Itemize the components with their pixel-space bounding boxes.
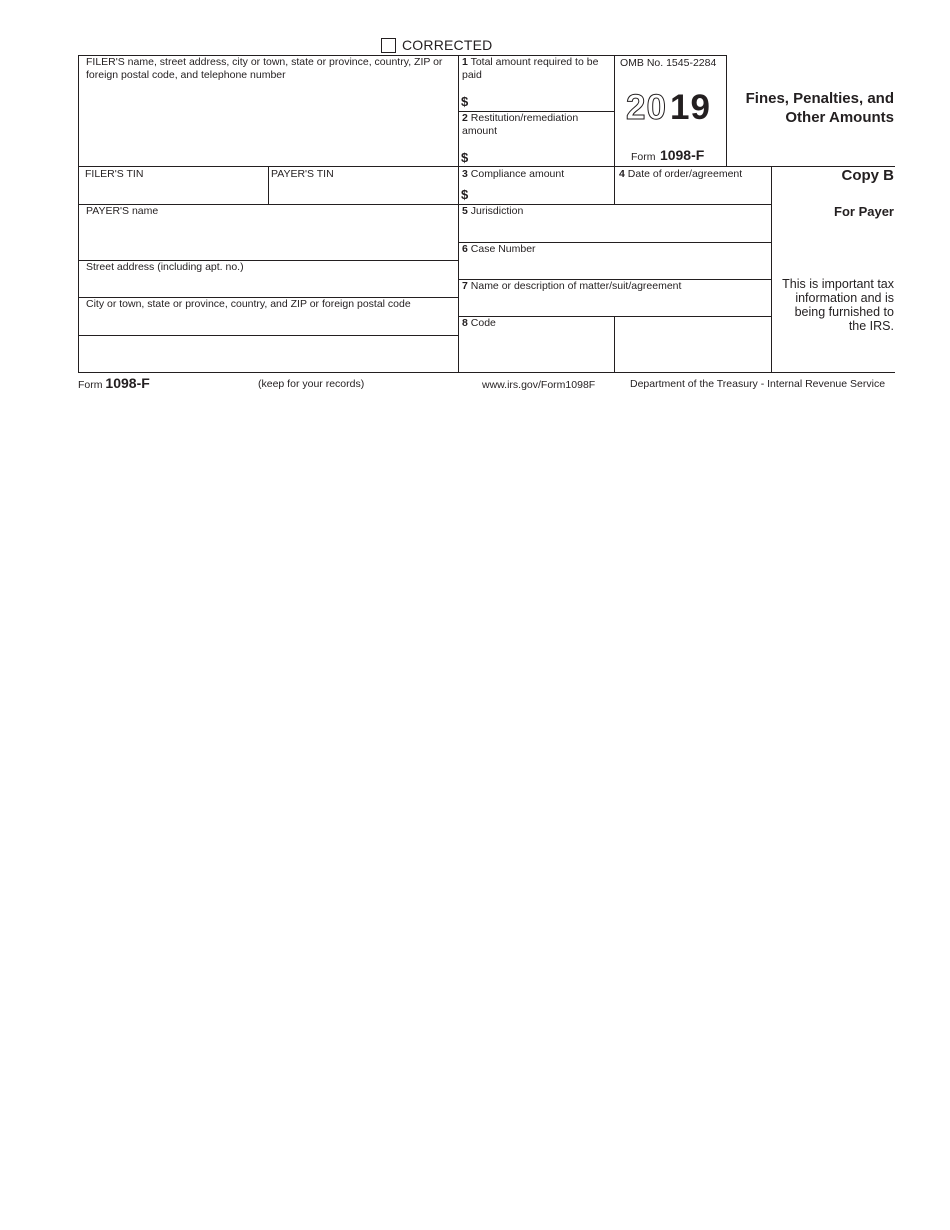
divider-horizontal (78, 335, 458, 336)
divider-vertical (614, 316, 615, 373)
important-line2: information and is (795, 291, 894, 305)
box8-label: 8 Code (462, 317, 496, 329)
form-title-line1: Fines, Penalties, and (745, 90, 894, 107)
divider-vertical (268, 166, 269, 205)
footer-form-word: Form (78, 379, 103, 391)
box8-field[interactable] (460, 331, 613, 371)
payer-tin-field[interactable] (270, 182, 456, 203)
box6-field[interactable] (460, 257, 769, 278)
box1-label: 1 Total amount required to be paid (462, 56, 599, 81)
footer-form-id (78, 375, 150, 391)
box2-dollar: $ (461, 150, 469, 165)
footer-url[interactable]: www.irs.gov/Form1098F (482, 379, 596, 391)
divider-horizontal (78, 204, 771, 205)
box3-field[interactable] (472, 182, 612, 203)
omb-number: OMB No. 1545-2284 (620, 57, 717, 69)
important-notice (772, 277, 894, 333)
form-number: 1098-F (659, 147, 705, 163)
payer-tin-label: PAYER'S TIN (271, 168, 334, 180)
box5-label: 5 Jurisdiction (462, 205, 524, 217)
box3-dollar: $ (461, 187, 469, 202)
divider-vertical (614, 55, 615, 205)
footer-form-number: 1098-F (105, 375, 150, 391)
important-line4: the IRS. (848, 319, 894, 333)
corrected-checkbox[interactable] (381, 38, 396, 53)
box5-field[interactable] (460, 219, 769, 241)
box8-extra-field[interactable] (616, 318, 769, 371)
street-field[interactable] (80, 275, 456, 296)
for-payer-label: For Payer (834, 204, 894, 219)
box6-label: 6 Case Number (462, 243, 536, 255)
form-title (726, 89, 894, 127)
important-line1: This is important tax (782, 277, 894, 291)
box4-field[interactable] (616, 182, 769, 203)
form-title-line2: Other Amounts (785, 109, 894, 126)
footer-department: Department of the Treasury - Internal Revenue Service (630, 378, 886, 390)
tax-year-solid: 19 (670, 88, 711, 127)
divider-vertical (771, 166, 772, 373)
footer-keep-records: (keep for your records) (258, 378, 365, 390)
box4-label: 4 Date of order/agreement (619, 168, 743, 180)
corrected-label: CORRECTED (402, 37, 493, 53)
divider-vertical (458, 55, 459, 373)
box2-field[interactable] (472, 138, 612, 165)
box7-field[interactable] (460, 294, 769, 315)
form-word: Form (631, 151, 656, 163)
tax-year-outline: 20 (626, 88, 667, 127)
payer-name-field[interactable] (80, 219, 456, 259)
box1-field[interactable] (472, 82, 612, 110)
box7-label: 7 Name or description of matter/suit/agreement (462, 280, 682, 292)
city-label: City or town, state or province, country, and ZIP or foreign postal code (86, 298, 411, 310)
street-label: Street address (including apt. no.) (86, 261, 244, 273)
filer-name-field[interactable] (80, 85, 456, 165)
box2-label: 2 Restitution/remediation amount (462, 112, 579, 137)
filer-name-label: FILER'S name, street address, city or town, state or province, country, ZIP or foreign postal code, and telephone number (86, 56, 443, 81)
form-id (631, 147, 704, 165)
payer-name-label: PAYER'S name (86, 205, 159, 217)
box3-label: 3 Compliance amount (462, 168, 565, 180)
filer-tin-label: FILER'S TIN (85, 168, 144, 180)
filer-tin-field[interactable] (80, 182, 266, 203)
divider-horizontal (458, 316, 771, 317)
box1-dollar: $ (461, 94, 469, 109)
form-border-left (78, 55, 79, 373)
important-line3: being furnished to (794, 305, 894, 319)
form-border-bottom (78, 372, 895, 373)
city-field[interactable] (80, 337, 456, 371)
copy-label: Copy B (841, 167, 894, 184)
